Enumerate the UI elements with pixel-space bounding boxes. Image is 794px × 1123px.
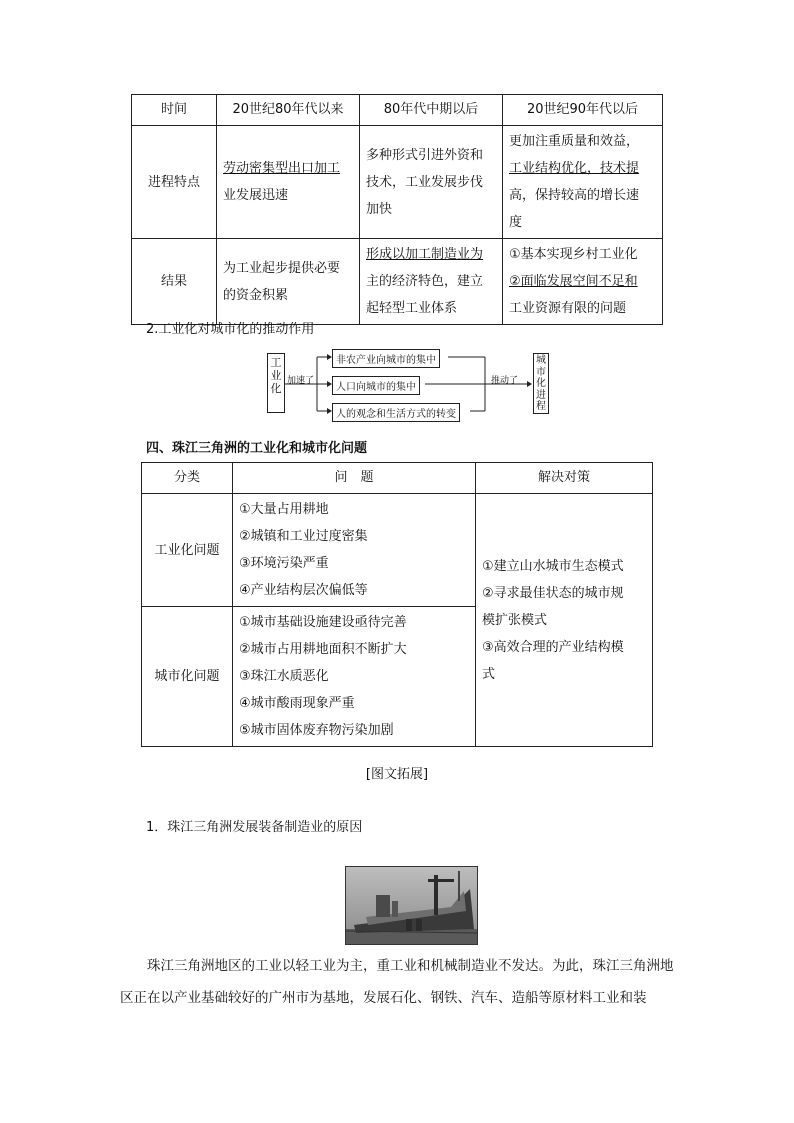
table-cell	[360, 239, 503, 325]
cell-line: ③高效合理的产业结构模	[482, 639, 624, 655]
diagram-right-box: 城市化进程	[533, 353, 549, 414]
table-cell	[360, 126, 503, 239]
table-row	[132, 126, 663, 239]
cell-line: 劳动密集型出口加工	[223, 161, 341, 176]
cell-line: ③环境污染严重	[239, 556, 329, 571]
cell-line: ②城镇和工业过度密集	[239, 529, 368, 544]
table-cell	[217, 126, 360, 239]
table-cell	[217, 239, 360, 325]
header-period-3: 20世纪90年代以后	[503, 95, 663, 126]
header-category: 分类	[142, 463, 233, 494]
cell-line: 主的经济特色，建立	[366, 274, 484, 289]
row-label-urban: 城市化问题	[142, 607, 233, 747]
diagram-item-1: 非农产业向城市的集中	[332, 349, 440, 368]
table-row	[142, 494, 653, 607]
table-header-row	[132, 95, 663, 126]
cell-line: ①大量占用耕地	[239, 502, 329, 517]
point-1-title: 1．珠江三角洲发展装备制造业的原因	[146, 820, 363, 835]
cell-line: ②城市占用耕地面积不断扩大	[239, 642, 407, 657]
cell-line: 模扩张模式	[482, 612, 548, 628]
header-period-1: 20世纪80年代以来	[217, 95, 360, 126]
diagram-item-2: 人口向城市的集中	[332, 376, 420, 395]
cell-line: ②寻求最佳状态的城市规	[482, 585, 624, 601]
industrialization-diagram	[265, 347, 555, 419]
diagram-left-box: 工业化	[267, 353, 285, 413]
cell-line: ④城市酸雨现象严重	[239, 696, 355, 711]
cell-line: 度	[509, 215, 523, 230]
cell-line: ①基本实现乡村工业化	[509, 247, 638, 262]
cell-line	[223, 155, 353, 182]
table-row	[132, 239, 663, 325]
shipyard-photo	[345, 866, 478, 945]
cell-line: 起轻型工业体系	[366, 301, 458, 316]
tuwen-heading: [图文拓展]	[365, 767, 429, 782]
row-label-result: 结果	[132, 239, 217, 325]
diagram-accel-label: 加速了	[287, 376, 315, 386]
table-header-row	[142, 463, 653, 494]
cell-line: 业发展迅速	[223, 188, 289, 203]
cell-line: ④产业结构层次偏低等	[239, 583, 368, 598]
cell-line: 技术，工业发展步伐	[366, 174, 484, 190]
header-time: 时间	[132, 95, 217, 126]
cell-line: 形成以加工制造业为	[366, 247, 484, 262]
cell-line: 为工业起步提供必要	[223, 260, 341, 276]
row-label-features: 进程特点	[132, 126, 217, 239]
cell-line: ①建立山水城市生态模式	[482, 558, 624, 574]
cell-line: 更加注重质量和效益，	[509, 134, 640, 149]
header-period-2: 80年代中期以后	[360, 95, 503, 126]
cell-line: 加快	[366, 201, 393, 217]
row-label-industrial: 工业化问题	[142, 494, 233, 607]
shipyard-photo-drawing	[346, 867, 477, 944]
diagram-push-label: 推动了	[491, 376, 519, 386]
table-cell	[503, 239, 663, 325]
cell-line: ③珠江水质恶化	[239, 669, 329, 684]
cell-line: 多种形式引进外资和	[366, 147, 484, 163]
cell-line: 高，保持较高的增长速	[509, 188, 640, 203]
section-2-title: 2.工业化对城市化的推动作用	[146, 322, 315, 337]
cell-line: 工业资源有限的问题	[509, 301, 627, 316]
diagram-item-3: 人的观念和生活方式的转变	[332, 403, 460, 422]
development-table	[131, 94, 663, 325]
table-cell	[233, 494, 476, 607]
cell-line: 的资金积累	[223, 287, 289, 303]
table-cell	[503, 126, 663, 239]
cell-line: 工业结构优化，技术提	[509, 161, 640, 176]
cell-line: ①城市基础设施建设亟待完善	[239, 615, 407, 630]
cell-line: 式	[482, 666, 496, 682]
header-problem: 问 题	[233, 463, 476, 494]
problems-table	[141, 462, 653, 747]
table-cell	[233, 607, 476, 747]
solutions-cell	[476, 494, 653, 747]
body-paragraph: 珠江三角洲地区的工业以轻工业为主，重工业和机械制造业不发达。为此，珠江三角洲地区正在以产业基础较好的广州市为基地，发展石化、钢铁、汽车、造船等原材料工业和装	[120, 958, 674, 1006]
header-solution: 解决对策	[476, 463, 653, 494]
cell-line: ②面临发展空间不足和	[509, 274, 638, 289]
section-4-title: 四、珠江三角洲的工业化和城市化问题	[146, 441, 368, 456]
cell-line: ⑤城市固体废弃物污染加剧	[239, 723, 394, 738]
